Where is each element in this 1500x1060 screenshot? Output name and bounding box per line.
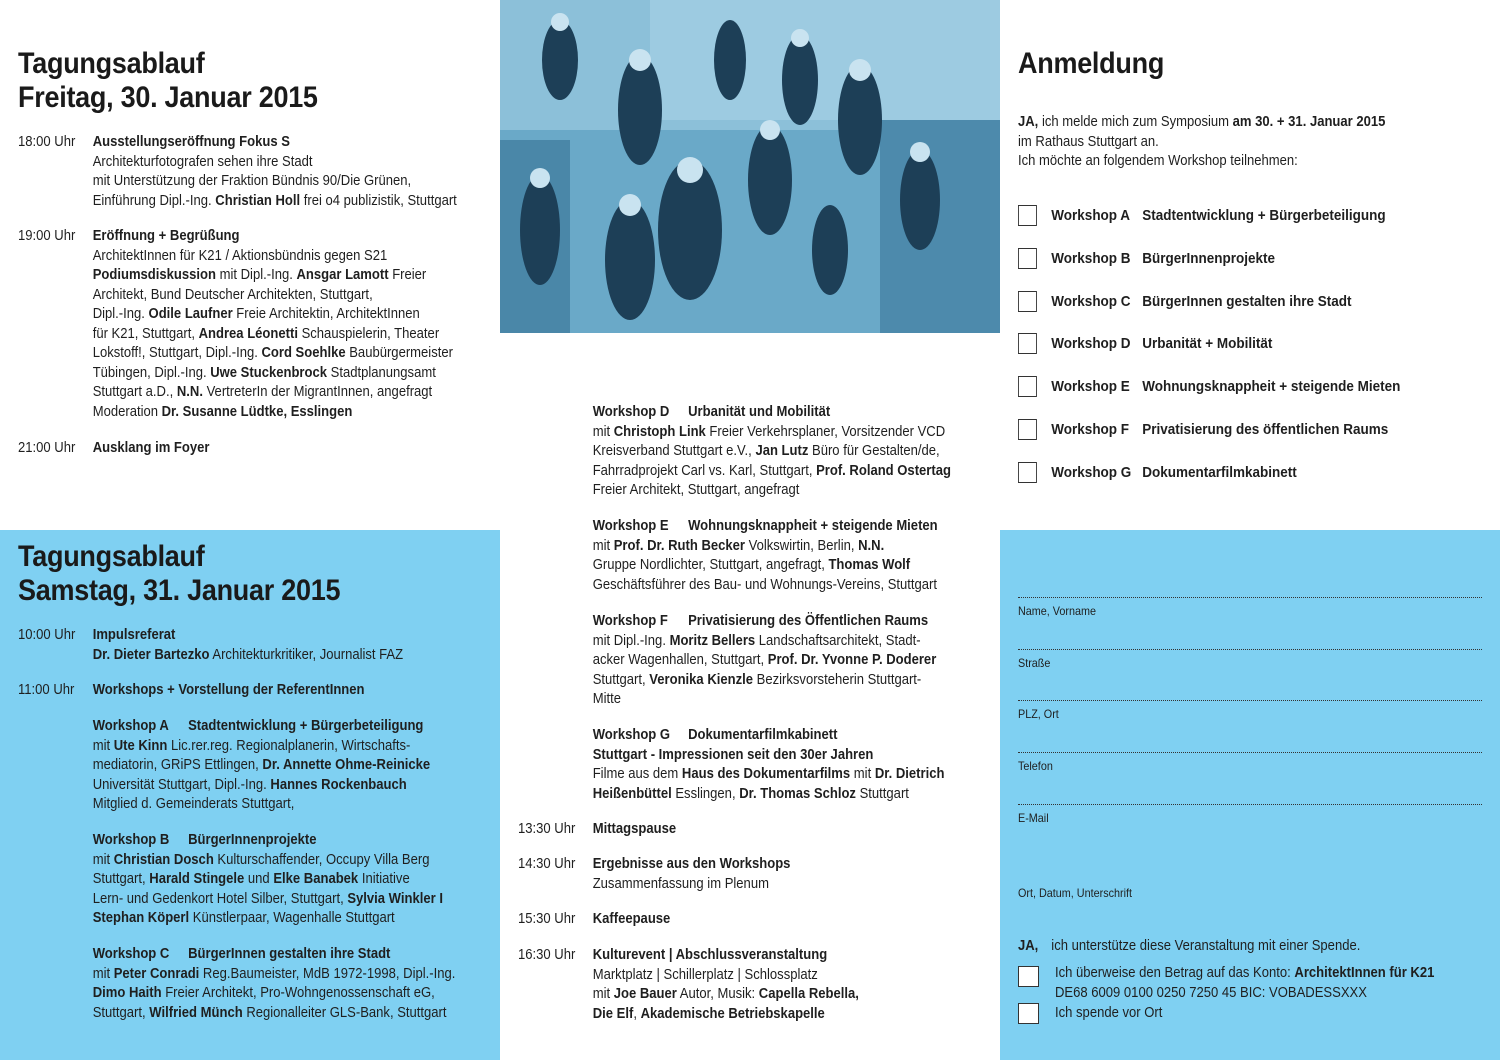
entry-heading: Ausklang im Foyer <box>92 440 210 456</box>
option-code: Workshop E <box>1051 378 1130 395</box>
option-title: Urbanität + Mobilität <box>1142 335 1273 352</box>
entry-line: Dr. Dieter Bartezko Architekturkritiker, Journalist FAZ <box>92 646 404 663</box>
entry-line: Mitglied d. Gemeinderats Stuttgart, <box>92 796 295 812</box>
entry-line: mit Christian Dosch Kulturschaffender, Occupy Villa Berg <box>92 851 430 868</box>
field-label: E-Mail <box>1018 811 1049 825</box>
workshop-e-block <box>518 517 1004 595</box>
option-code: Workshop D <box>1051 335 1131 352</box>
option-title: BürgerInnenprojekte <box>1142 250 1275 267</box>
entry-heading: Eröffnung + Begrüßung <box>92 228 240 244</box>
entry-line: Lokstoff!, Stuttgart, Dipl.-Ing. Cord Soehlke Baubürgermeister <box>92 345 453 361</box>
entry-1430 <box>518 855 1004 894</box>
entry-1530 <box>518 910 1004 930</box>
workshop-heading: Workshop A Stadtentwicklung + Bürgerbeteiligung <box>92 718 424 734</box>
transfer-line1: Ich überweise den Betrag auf das Konto: ArchitektInnen für K21 <box>1055 965 1435 981</box>
workshop-c-block <box>18 945 486 1023</box>
friday-entry-1800 <box>18 133 486 211</box>
entry-line: Gruppe Nordlichter, Stuttgart, angefragt, Thomas Wolf <box>592 557 911 573</box>
workshop-heading: Workshop B BürgerInnenprojekte <box>92 832 317 848</box>
entry-line: Podiumsdiskussion mit Dipl.-Ing. Ansgar Lamott Freier <box>92 267 427 283</box>
entry-line: mit Peter Conradi Reg.Baumeister, MdB 1972-1998, Dipl.-Ing. <box>92 965 456 982</box>
onsite-option[interactable] <box>1018 1003 1488 1025</box>
onsite-label: Ich spende vor Ort <box>1055 1005 1163 1021</box>
entry-line: Stuttgart - Impressionen seit den 30er Jahren <box>592 746 874 763</box>
workshop-heading: Workshop C BürgerInnen gestalten ihre Stadt <box>92 946 391 962</box>
entry-heading: Mittagspause <box>592 821 677 837</box>
workshop-b-block <box>18 831 486 929</box>
entry-heading: Ergebnisse aus den Workshops <box>592 856 791 872</box>
entry-line: Einführung Dipl.-Ing. Christian Holl frei o4 publizistik, Stuttgart <box>92 192 457 209</box>
workshop-a-block <box>18 717 486 815</box>
bank-details: DE68 6009 0100 0250 7250 45 BIC: VOBADESSXXX <box>1055 984 1367 1001</box>
saturday-entry-1000 <box>18 626 486 665</box>
workshop-heading: Workshop G Dokumentarfilmkabinett <box>592 727 838 743</box>
entry-line: Filme aus dem Haus des Dokumentarfilms mit Dr. Dietrich <box>592 766 945 782</box>
registration-title: Anmeldung <box>1018 47 1165 80</box>
workshop-option-a[interactable] <box>1018 205 1486 227</box>
option-code: Workshop A <box>1051 207 1131 224</box>
entry-line: Die Elf, Akademische Betriebskapelle <box>592 1005 825 1022</box>
entry-line: Dimo Haith Freier Architekt, Pro-Wohngenossenschaft eG, <box>92 985 435 1001</box>
entry-line: Universität Stuttgart, Dipl.-Ing. Hannes Rockenbauch <box>92 776 407 793</box>
friday-title-line2: Freitag, 30. Januar 2015 <box>18 81 318 114</box>
entry-line: Fahrradprojekt Carl vs. Karl, Stuttgart, Prof. Roland Ostertag <box>592 462 951 479</box>
saturday-title <box>18 540 468 608</box>
option-title: Dokumentarfilmkabinett <box>1142 464 1297 481</box>
field-label: Straße <box>1018 656 1051 670</box>
entry-line: Heißenbüttel Esslingen, Dr. Thomas Schloz Stuttgart <box>592 785 909 802</box>
checkbox[interactable] <box>1018 462 1037 483</box>
street-field[interactable] <box>1018 649 1482 670</box>
entry-line: für K21, Stuttgart, Andrea Léonetti Schauspielerin, Theater <box>92 325 440 342</box>
transfer-checkbox[interactable] <box>1018 966 1039 987</box>
workshop-g-block <box>518 726 1004 804</box>
zip-city-field[interactable] <box>1018 700 1482 721</box>
entry-line: Kreisverband Stuttgart e.V., Jan Lutz Büro für Gestalten/de, <box>592 443 940 459</box>
entry-line: Lern- und Gedenkort Hotel Silber, Stuttgart, Sylvia Winkler I <box>92 890 443 907</box>
checkbox[interactable] <box>1018 376 1037 397</box>
friday-title-line1: Tagungsablauf <box>18 47 205 80</box>
field-label: Telefon <box>1018 759 1053 773</box>
checkbox[interactable] <box>1018 333 1037 354</box>
registration-intro-line3: Ich möchte an folgendem Workshop teilnehmen: <box>1018 153 1298 169</box>
donation-ja: JA, <box>1018 938 1039 954</box>
email-field[interactable] <box>1018 804 1482 825</box>
phone-field[interactable] <box>1018 752 1482 773</box>
workshop-option-f[interactable] <box>1018 419 1486 441</box>
option-title: Stadtentwicklung + Bürgerbeteiligung <box>1142 207 1386 224</box>
entry-heading: Workshops + Vorstellung der ReferentInnen <box>92 682 365 698</box>
entry-line: Stuttgart a.D., N.N. VertreterIn der MigrantInnen, angefragt <box>92 384 433 400</box>
workshop-heading: Workshop D Urbanität und Mobilität <box>592 404 831 420</box>
checkbox[interactable] <box>1018 419 1037 440</box>
entry-line: Architekt, Bund Deutscher Architekten, Stuttgart, <box>92 286 373 303</box>
entry-line: Moderation Dr. Susanne Lüdtke, Esslingen <box>92 403 353 420</box>
saturday-title-line1: Tagungsablauf <box>18 540 205 573</box>
workshop-f-block <box>518 612 1004 710</box>
entry-heading: Impulsreferat <box>92 627 176 643</box>
entry-time: 13:30 Uhr <box>518 821 576 837</box>
donation-text: ich unterstütze diese Veranstaltung mit einer Spende. <box>1051 938 1361 954</box>
workshop-d-block <box>518 403 1004 501</box>
entry-line: mit Joe Bauer Autor, Musik: Capella Rebella, <box>592 986 859 1002</box>
entry-line: mediatorin, GRiPS Ettlingen, Dr. Annette Ohme-Reinicke <box>92 757 431 773</box>
option-code: Workshop F <box>1051 421 1130 438</box>
entry-line: mit Ute Kinn Lic.rer.reg. Regionalplanerin, Wirtschafts- <box>92 737 411 754</box>
entry-time: 18:00 Uhr <box>18 134 76 150</box>
entry-line: mit Prof. Dr. Ruth Becker Volkswirtin, Berlin, N.N. <box>592 537 885 554</box>
entry-1630 <box>518 946 1004 1024</box>
middle-program <box>500 333 1000 1060</box>
friday-title <box>18 47 468 115</box>
entry-heading: Kulturevent | Abschlussveranstaltung <box>592 947 828 963</box>
transfer-text <box>1055 964 1500 1003</box>
workshop-option-g[interactable] <box>1018 462 1486 484</box>
workshop-option-b[interactable] <box>1018 248 1486 270</box>
friday-section <box>0 0 500 530</box>
entry-line: Dipl.-Ing. Odile Laufner Freie Architektin, ArchitektInnen <box>92 306 420 322</box>
entry-heading: Kaffeepause <box>592 911 671 927</box>
workshop-option-e[interactable] <box>1018 376 1486 398</box>
option-code: Workshop C <box>1051 293 1131 310</box>
entry-line: mit Christoph Link Freier Verkehrsplaner, Vorsitzender VCD <box>592 423 946 440</box>
entry-line: Stephan Köperl Künstlerpaar, Wagenhalle Stuttgart <box>92 910 395 926</box>
registration-intro-line1: JA, ich melde mich zum Symposium am 30. + 31. Januar 2015 <box>1018 114 1386 130</box>
name-field[interactable] <box>1018 597 1482 618</box>
entry-line: Stuttgart, Harald Stingele und Elke Banabek Initiative <box>92 871 410 887</box>
onsite-checkbox[interactable] <box>1018 1003 1039 1024</box>
entry-time: 16:30 Uhr <box>518 947 576 963</box>
friday-entry-1900 <box>18 227 486 422</box>
entry-time: 19:00 Uhr <box>18 228 76 244</box>
workshop-option-d[interactable] <box>1018 333 1486 355</box>
option-code: Workshop B <box>1051 250 1131 267</box>
crowd-photo-graphic <box>500 0 1000 333</box>
option-title: Privatisierung des öffentlichen Raums <box>1142 421 1389 438</box>
entry-time: 21:00 Uhr <box>18 440 76 456</box>
signature-field[interactable] <box>1018 880 1482 900</box>
entry-heading: Ausstellungseröffnung Fokus S <box>92 134 290 150</box>
friday-entry-2100 <box>18 439 486 459</box>
saturday-title-line2: Samstag, 31. Januar 2015 <box>18 574 341 607</box>
field-label: Ort, Datum, Unterschrift <box>1018 886 1133 900</box>
entry-line: Mitte <box>592 691 621 707</box>
entry-line: Stuttgart, Veronika Kienzle Bezirksvorsteherin Stuttgart- <box>592 671 922 688</box>
registration-intro <box>1018 113 1500 172</box>
entry-line: Zusammenfassung im Plenum <box>592 875 769 892</box>
entry-line: Geschäftsführer des Bau- und Wohnungs-Vereins, Stuttgart <box>592 576 938 593</box>
entry-time: 14:30 Uhr <box>518 856 576 872</box>
entry-line: Tübingen, Dipl.-Ing. Uwe Stuckenbrock Stadtplanungsamt <box>92 364 436 381</box>
entry-line: acker Wagenhallen, Stuttgart, Prof. Dr. Yvonne P. Doderer <box>592 652 937 668</box>
entry-time: 10:00 Uhr <box>18 627 76 643</box>
entry-line: Marktplatz | Schillerplatz | Schlossplatz <box>592 966 818 983</box>
checkbox[interactable] <box>1018 248 1037 269</box>
option-title: BürgerInnen gestalten ihre Stadt <box>1142 293 1352 310</box>
workshop-heading: Workshop F Privatisierung des Öffentlichen Raums <box>592 613 929 629</box>
entry-line: mit Unterstützung der Fraktion Bündnis 90/Die Grünen, <box>92 173 412 189</box>
entry-line: mit Dipl.-Ing. Moritz Bellers Landschaftsarchitekt, Stadt- <box>592 632 921 649</box>
entry-line: Stuttgart, Wilfried Münch Regionalleiter GLS-Bank, Stuttgart <box>92 1004 447 1021</box>
transfer-option[interactable] <box>1018 966 1488 1006</box>
checkbox[interactable] <box>1018 291 1037 312</box>
option-title: Wohnungsknappheit + steigende Mieten <box>1142 378 1401 395</box>
registration-intro-line2: im Rathaus Stuttgart an. <box>1018 133 1159 150</box>
workshop-option-c[interactable] <box>1018 291 1486 313</box>
checkbox[interactable] <box>1018 205 1037 226</box>
option-code: Workshop G <box>1051 464 1132 481</box>
entry-line: ArchitektInnen für K21 / Aktionsbündnis gegen S21 <box>92 247 388 264</box>
saturday-section <box>0 530 500 1060</box>
entry-1330 <box>518 820 1004 840</box>
saturday-entry-1100 <box>18 681 486 701</box>
field-label: Name, Vorname <box>1018 604 1097 618</box>
entry-time: 11:00 Uhr <box>18 682 75 698</box>
field-label: PLZ, Ort <box>1018 707 1059 721</box>
entry-time: 15:30 Uhr <box>518 911 576 927</box>
entry-line: Architekturfotografen sehen ihre Stadt <box>92 153 313 170</box>
crowd-photo <box>500 0 1000 333</box>
entry-line: Freier Architekt, Stuttgart, angefragt <box>592 482 800 498</box>
donation-statement <box>1018 937 1500 957</box>
workshop-heading: Workshop E Wohnungsknappheit + steigende Mieten <box>592 518 938 534</box>
